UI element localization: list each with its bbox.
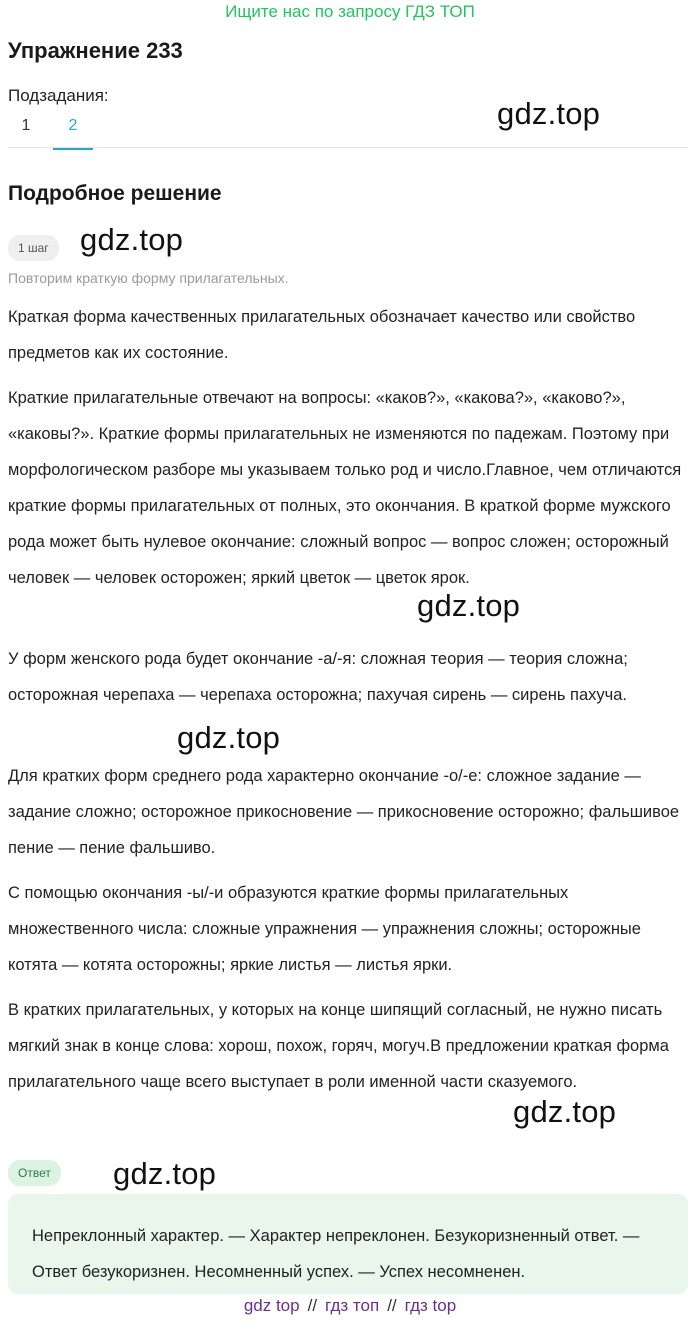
solution-paragraph: Краткая форма качественных прилагательных обозначает качество или свойство предметов как их состояние. (8, 308, 636, 362)
footer (0, 1294, 700, 1320)
top-banner: Ищите нас по запросу ГДЗ ТОП (225, 2, 475, 21)
answer-text: Непреклонный характер. — Характер непреклонен. Безукоризненный ответ. — Ответ безукоризнен. Несомненный успех. — Успех несомненен. (32, 1227, 640, 1281)
page-title: Упражнение 233 (8, 38, 183, 63)
watermark: gdz.top (417, 588, 521, 623)
solution-paragraph: Для кратких форм среднего рода характерно окончание -о/-е: сложное задание — задание сложно; осторожное прикосновение — прикосновение осторожно; фальшивое пение — пение фальшиво. (8, 767, 680, 857)
footer-separator: // (387, 1296, 397, 1315)
watermark: gdz.top (177, 720, 281, 755)
watermark: gdz.top (80, 222, 184, 257)
subtask-tab-1[interactable]: 1 (21, 117, 31, 134)
answer-badge: Ответ (8, 1160, 61, 1186)
divider (8, 147, 688, 148)
watermark: gdz.top (497, 96, 601, 131)
solution-paragraph: У форм женского рода будет окончание -а/-я: сложная теория — теория сложна; осторожная черепаха — черепаха осторожна; пахучая сирень — сирень пахуча. (8, 650, 628, 704)
watermark: gdz.top (513, 1094, 617, 1129)
footer-link[interactable]: гдз топ (325, 1296, 380, 1315)
solution-heading: Подробное решение (8, 182, 222, 205)
footer-link[interactable]: гдз top (404, 1296, 457, 1315)
watermark: gdz.top (113, 1156, 217, 1191)
solution-paragraph: С помощью окончания -ы/-и образуются краткие формы прилагательных множественного числа: сложные упражнения — упражнения сложны; осторожные котята — котята осторожны; яркие листья — листья ярки. (8, 884, 641, 974)
footer-separator: // (307, 1296, 318, 1315)
solution-paragraph: Краткие прилагательные отвечают на вопросы: «каков?», «какова?», «каково?», «каковы?». Краткие формы прилагательных не изменяются по падежам. Поэтому при морфологическом разборе мы указываем только род и число.Главное, чем отличаются краткие формы прилагательных от полных, это окончания. В краткой форме мужского рода может быть нулевое окончание: сложный вопрос — вопрос сложен; осторожный человек — человек осторожен; яркий цветок — цветок ярок. (8, 389, 682, 587)
answer-box (8, 1194, 688, 1294)
footer-link[interactable]: gdz top (243, 1296, 300, 1315)
subtasks-label: Подзадания: (8, 86, 109, 105)
step-hint: Повторим краткую форму прилагательных. (8, 270, 289, 286)
step-badge: 1 шаг (8, 235, 59, 261)
solution-paragraph: В кратких прилагательных, у которых на конце шипящий согласный, не нужно писать мягкий знак в конце слова: хорош, похож, горяч, могуч.В предложении краткая форма прилагательного чаще всего выступает в роли именной части сказуемого. (8, 1001, 669, 1091)
subtask-tab-2[interactable]: 2 (53, 114, 93, 150)
